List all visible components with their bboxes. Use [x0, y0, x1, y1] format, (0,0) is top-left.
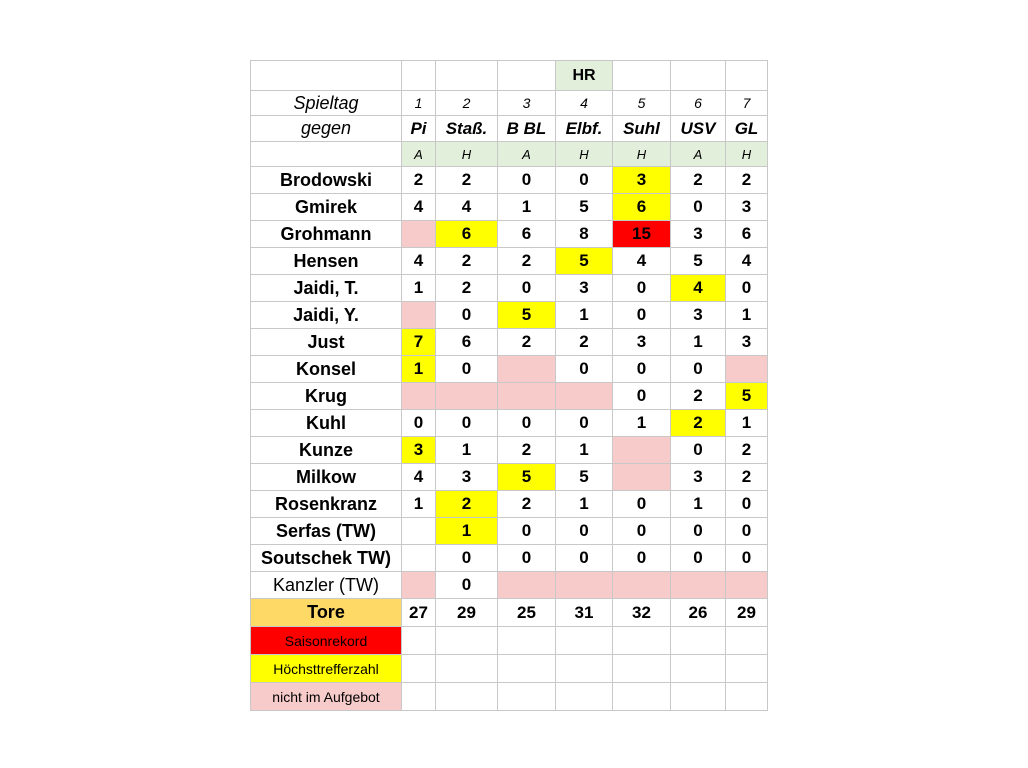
- player-row: [251, 194, 768, 221]
- goal-cell: 6: [436, 329, 498, 356]
- goal-cell: 1: [556, 302, 613, 329]
- goal-cell: 2: [556, 329, 613, 356]
- empty-legend-cell: [726, 655, 768, 683]
- goal-cell: 0: [498, 410, 556, 437]
- goal-cell: [498, 572, 556, 599]
- goal-cell: 0: [556, 545, 613, 572]
- goal-cell: [556, 383, 613, 410]
- goal-cell: 0: [726, 491, 768, 518]
- goal-cell: 0: [436, 410, 498, 437]
- opponent-name: Pi: [402, 116, 436, 142]
- goal-cell: 0: [613, 545, 671, 572]
- goal-cell: 2: [436, 275, 498, 302]
- goal-cell: 0: [498, 275, 556, 302]
- player-name: Jaidi, Y.: [251, 302, 402, 329]
- goal-cell: 1: [436, 437, 498, 464]
- goal-cell: 1: [726, 302, 768, 329]
- goal-cell: 0: [436, 545, 498, 572]
- player-row: [251, 302, 768, 329]
- goal-cell: [498, 383, 556, 410]
- totals-row: [251, 599, 768, 627]
- player-name: Kuhl: [251, 410, 402, 437]
- goal-cell: 0: [498, 167, 556, 194]
- goal-cell: 0: [498, 545, 556, 572]
- player-row: [251, 275, 768, 302]
- player-row: [251, 167, 768, 194]
- goal-cell: 2: [498, 437, 556, 464]
- goal-cell: 2: [436, 248, 498, 275]
- matchday-number: 4: [556, 91, 613, 116]
- goal-cell: 1: [498, 194, 556, 221]
- goal-cell: 0: [498, 518, 556, 545]
- goal-cell: 5: [556, 464, 613, 491]
- gegen-label: gegen: [251, 116, 402, 142]
- goal-cell: 5: [556, 248, 613, 275]
- player-row: [251, 383, 768, 410]
- goal-cell: 1: [613, 410, 671, 437]
- goal-cell: 0: [671, 356, 726, 383]
- player-name: Krug: [251, 383, 402, 410]
- goal-cell: 6: [498, 221, 556, 248]
- player-name: Kanzler (TW): [251, 572, 402, 599]
- empty-legend-cell: [402, 627, 436, 655]
- matchday-number: 1: [402, 91, 436, 116]
- tore-label: Tore: [251, 599, 402, 627]
- goal-cell: 2: [671, 167, 726, 194]
- empty-legend-cell: [556, 683, 613, 711]
- player-row: [251, 464, 768, 491]
- header-row-hr: [251, 61, 768, 91]
- player-name: Brodowski: [251, 167, 402, 194]
- goal-cell: 2: [402, 167, 436, 194]
- home-away-marker: H: [436, 142, 498, 167]
- empty-legend-cell: [436, 655, 498, 683]
- matchday-number: 3: [498, 91, 556, 116]
- empty-legend-cell: [556, 627, 613, 655]
- opponent-name: Elbf.: [556, 116, 613, 142]
- player-row: [251, 248, 768, 275]
- goal-cell: [436, 383, 498, 410]
- home-away-marker: A: [402, 142, 436, 167]
- goal-cell: 3: [671, 221, 726, 248]
- goal-cell: 4: [402, 194, 436, 221]
- empty-label-cell: [251, 142, 402, 167]
- goal-cell: [613, 572, 671, 599]
- goal-cell: 1: [726, 410, 768, 437]
- goal-cell: 2: [498, 329, 556, 356]
- player-row: [251, 572, 768, 599]
- home-away-marker: H: [613, 142, 671, 167]
- goal-cell: 1: [671, 491, 726, 518]
- goal-cell: 5: [556, 194, 613, 221]
- goal-cell: 1: [402, 275, 436, 302]
- empty-legend-cell: [556, 655, 613, 683]
- goal-cell: 4: [402, 248, 436, 275]
- goal-cell: 0: [436, 356, 498, 383]
- goal-cell: 1: [402, 491, 436, 518]
- empty-legend-cell: [613, 655, 671, 683]
- goal-cell: 3: [436, 464, 498, 491]
- goal-cell: 7: [402, 329, 436, 356]
- total-goals: 32: [613, 599, 671, 627]
- empty-legend-cell: [726, 683, 768, 711]
- goal-cell: 0: [402, 410, 436, 437]
- goal-cell: 0: [556, 167, 613, 194]
- goal-cell: 3: [671, 464, 726, 491]
- goal-cell: 4: [671, 275, 726, 302]
- goal-cell: 0: [726, 518, 768, 545]
- player-row: [251, 356, 768, 383]
- goal-cell: 0: [613, 302, 671, 329]
- goal-cell: 2: [726, 464, 768, 491]
- player-name: Grohmann: [251, 221, 402, 248]
- goal-cell: 5: [726, 383, 768, 410]
- empty-legend-cell: [726, 627, 768, 655]
- goal-cell: 0: [556, 410, 613, 437]
- goal-cell: 4: [402, 464, 436, 491]
- goal-cell: 1: [556, 491, 613, 518]
- goal-cell: 0: [613, 491, 671, 518]
- goal-cell: 3: [402, 437, 436, 464]
- matchday-number: 6: [671, 91, 726, 116]
- goal-cell: [402, 302, 436, 329]
- home-away-marker: H: [556, 142, 613, 167]
- header-row-home-away: [251, 142, 768, 167]
- empty-legend-cell: [613, 683, 671, 711]
- goal-cell: 5: [498, 464, 556, 491]
- total-goals: 31: [556, 599, 613, 627]
- empty-legend-cell: [498, 683, 556, 711]
- empty-legend-cell: [402, 683, 436, 711]
- empty-legend-cell: [436, 683, 498, 711]
- goal-cell: 1: [671, 329, 726, 356]
- opponent-name: Staß.: [436, 116, 498, 142]
- goal-cell: 3: [556, 275, 613, 302]
- goal-cell: [556, 572, 613, 599]
- goal-cell: 0: [726, 545, 768, 572]
- goal-cell: 15: [613, 221, 671, 248]
- goal-cell: 3: [726, 194, 768, 221]
- goal-cell: 8: [556, 221, 613, 248]
- goal-cell: 3: [726, 329, 768, 356]
- spieltag-label: Spieltag: [251, 91, 402, 116]
- goal-cell: [402, 383, 436, 410]
- empty-header-cell: [613, 61, 671, 91]
- goal-cell: 4: [726, 248, 768, 275]
- home-away-marker: A: [671, 142, 726, 167]
- goal-cell: 0: [613, 275, 671, 302]
- goal-cell: 0: [671, 545, 726, 572]
- goal-cell: 0: [556, 518, 613, 545]
- player-row: [251, 437, 768, 464]
- total-goals: 25: [498, 599, 556, 627]
- goal-cell: 0: [671, 194, 726, 221]
- goal-cell: 6: [436, 221, 498, 248]
- goal-cell: 2: [498, 248, 556, 275]
- total-goals: 29: [436, 599, 498, 627]
- goal-cell: 0: [613, 383, 671, 410]
- goal-cell: 2: [436, 167, 498, 194]
- home-away-marker: H: [726, 142, 768, 167]
- goal-cell: 4: [613, 248, 671, 275]
- goal-cell: 0: [613, 356, 671, 383]
- player-name: Milkow: [251, 464, 402, 491]
- opponent-name: USV: [671, 116, 726, 142]
- goal-cell: [613, 464, 671, 491]
- goal-scorer-table: [250, 60, 768, 711]
- goal-cell: 2: [726, 437, 768, 464]
- goal-cell: 0: [436, 302, 498, 329]
- empty-legend-cell: [671, 627, 726, 655]
- empty-legend-cell: [402, 655, 436, 683]
- goal-cell: [402, 572, 436, 599]
- home-away-marker: A: [498, 142, 556, 167]
- legend-entry: Saisonrekord: [251, 627, 402, 655]
- opponent-name: GL: [726, 116, 768, 142]
- goal-cell: [498, 356, 556, 383]
- player-row: [251, 221, 768, 248]
- goal-cell: 6: [613, 194, 671, 221]
- goal-cell: 5: [498, 302, 556, 329]
- goal-cell: 2: [671, 383, 726, 410]
- legend-row: [251, 627, 768, 655]
- goal-cell: 3: [613, 329, 671, 356]
- empty-header-cell: [436, 61, 498, 91]
- goal-cell: [726, 356, 768, 383]
- empty-header-cell: [726, 61, 768, 91]
- player-name: Konsel: [251, 356, 402, 383]
- goal-cell: 1: [436, 518, 498, 545]
- goal-cell: [613, 437, 671, 464]
- matchday-number: 5: [613, 91, 671, 116]
- player-name: Gmirek: [251, 194, 402, 221]
- goal-cell: 6: [726, 221, 768, 248]
- goal-cell: [671, 572, 726, 599]
- player-row: [251, 518, 768, 545]
- empty-legend-cell: [671, 683, 726, 711]
- goal-cell: 0: [671, 518, 726, 545]
- empty-legend-cell: [436, 627, 498, 655]
- goal-cell: 0: [671, 437, 726, 464]
- header-row-opponent: [251, 116, 768, 142]
- goal-cell: 0: [613, 518, 671, 545]
- goal-cell: [726, 572, 768, 599]
- empty-header-cell: [671, 61, 726, 91]
- player-name: Rosenkranz: [251, 491, 402, 518]
- goal-cell: 0: [726, 275, 768, 302]
- corner-cell: [251, 61, 402, 91]
- player-name: Just: [251, 329, 402, 356]
- goal-cell: 2: [671, 410, 726, 437]
- player-row: [251, 329, 768, 356]
- player-name: Kunze: [251, 437, 402, 464]
- goal-cell: 2: [726, 167, 768, 194]
- player-name: Serfas (TW): [251, 518, 402, 545]
- hr-label: HR: [556, 61, 613, 91]
- goal-cell: 0: [556, 356, 613, 383]
- empty-legend-cell: [671, 655, 726, 683]
- opponent-name: Suhl: [613, 116, 671, 142]
- legend-entry: Höchsttrefferzahl: [251, 655, 402, 683]
- player-name: Hensen: [251, 248, 402, 275]
- goal-cell: 1: [402, 356, 436, 383]
- goal-cell: 0: [436, 572, 498, 599]
- empty-legend-cell: [613, 627, 671, 655]
- goal-cell: 1: [556, 437, 613, 464]
- player-name: Soutschek TW): [251, 545, 402, 572]
- player-row: [251, 410, 768, 437]
- goal-cell: [402, 518, 436, 545]
- legend-row: [251, 683, 768, 711]
- goal-cell: 2: [436, 491, 498, 518]
- empty-legend-cell: [498, 655, 556, 683]
- empty-header-cell: [498, 61, 556, 91]
- goal-cell: [402, 545, 436, 572]
- opponent-name: B BL: [498, 116, 556, 142]
- total-goals: 26: [671, 599, 726, 627]
- player-row: [251, 545, 768, 572]
- goal-cell: 3: [671, 302, 726, 329]
- legend-row: [251, 655, 768, 683]
- goal-cell: [402, 221, 436, 248]
- empty-legend-cell: [498, 627, 556, 655]
- empty-header-cell: [402, 61, 436, 91]
- goal-cell: 5: [671, 248, 726, 275]
- goal-cell: 3: [613, 167, 671, 194]
- player-row: [251, 491, 768, 518]
- goal-cell: 4: [436, 194, 498, 221]
- total-goals: 29: [726, 599, 768, 627]
- legend-entry: nicht im Aufgebot: [251, 683, 402, 711]
- header-row-matchday: [251, 91, 768, 116]
- player-name: Jaidi, T.: [251, 275, 402, 302]
- total-goals: 27: [402, 599, 436, 627]
- goal-cell: 2: [498, 491, 556, 518]
- matchday-number: 2: [436, 91, 498, 116]
- matchday-number: 7: [726, 91, 768, 116]
